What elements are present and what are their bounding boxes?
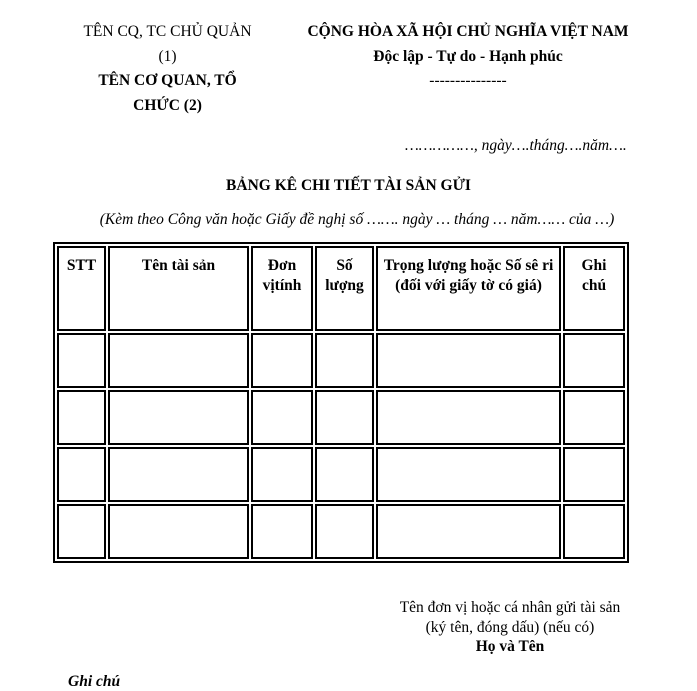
national-motto-header bbox=[283, 20, 653, 94]
table-cell[interactable] bbox=[57, 333, 106, 388]
table-cell[interactable] bbox=[108, 447, 249, 502]
table-row bbox=[57, 447, 625, 502]
table-cell[interactable] bbox=[563, 504, 625, 559]
header-divider: --------------- bbox=[429, 72, 507, 89]
parent-agency-name: TÊN CQ, TC CHỦ QUẢN bbox=[83, 23, 252, 40]
agency-name-line2: CHỨC (2) bbox=[133, 96, 202, 114]
signature-block bbox=[360, 598, 660, 657]
document-subtitle: (Kèm theo Công văn hoặc Giấy đề nghị số ……. ngày … tháng … năm…… của …) bbox=[99, 211, 615, 228]
agency-name-line1: TÊN CƠ QUAN, TỔ bbox=[98, 72, 237, 89]
table-cell[interactable] bbox=[315, 390, 374, 445]
table-cell[interactable] bbox=[563, 447, 625, 502]
table-cell[interactable] bbox=[376, 390, 561, 445]
table-cell[interactable] bbox=[563, 333, 625, 388]
table-cell[interactable] bbox=[563, 390, 625, 445]
table-cell[interactable] bbox=[251, 390, 313, 445]
national-motto: Độc lập - Tự do - Hạnh phúc bbox=[373, 47, 563, 65]
column-header-unit: Đơn vịtính bbox=[251, 246, 313, 331]
table-cell[interactable] bbox=[251, 447, 313, 502]
table-cell[interactable] bbox=[108, 390, 249, 445]
table-cell[interactable] bbox=[57, 447, 106, 502]
table-cell[interactable] bbox=[315, 504, 374, 559]
table-cell[interactable] bbox=[57, 504, 106, 559]
place-date-line: ……………, ngày….tháng….năm…. bbox=[405, 137, 627, 154]
table-cell[interactable] bbox=[376, 504, 561, 559]
column-header-asset-name: Tên tài sản bbox=[108, 246, 249, 331]
issuing-agency-header bbox=[60, 20, 275, 118]
table-cell[interactable] bbox=[108, 333, 249, 388]
table-cell[interactable] bbox=[108, 504, 249, 559]
table-cell[interactable] bbox=[251, 504, 313, 559]
table-cell[interactable] bbox=[376, 333, 561, 388]
note-label: Ghi chú bbox=[68, 673, 121, 690]
column-header-stt: STT bbox=[57, 246, 106, 331]
table-cell[interactable] bbox=[315, 333, 374, 388]
table-cell[interactable] bbox=[251, 333, 313, 388]
table-row bbox=[57, 390, 625, 445]
signer-full-name: Họ và Tên bbox=[475, 638, 545, 655]
document-title: BẢNG KÊ CHI TIẾT TÀI SẢN GỬI bbox=[226, 177, 471, 194]
asset-detail-table bbox=[53, 242, 629, 563]
table-cell[interactable] bbox=[376, 447, 561, 502]
parent-agency-footnote: (1) bbox=[158, 47, 177, 65]
column-header-quantity: Số lượng bbox=[315, 246, 374, 331]
country-name: CỘNG HÒA XÃ HỘI CHỦ NGHĨA VIỆT NAM bbox=[307, 23, 629, 40]
column-header-note: Ghi chú bbox=[563, 246, 625, 331]
table-row bbox=[57, 504, 625, 559]
signer-org-label: Tên đơn vị hoặc cá nhân gửi tài sản bbox=[399, 599, 621, 616]
table-header-row bbox=[57, 246, 625, 331]
column-header-weight-serial: Trọng lượng hoặc Số sê ri (đối với giấy tờ có giá) bbox=[376, 246, 561, 331]
table-cell[interactable] bbox=[315, 447, 374, 502]
table-row bbox=[57, 333, 625, 388]
table-cell[interactable] bbox=[57, 390, 106, 445]
signer-instruction: (ký tên, đóng dấu) (nếu có) bbox=[425, 618, 595, 636]
